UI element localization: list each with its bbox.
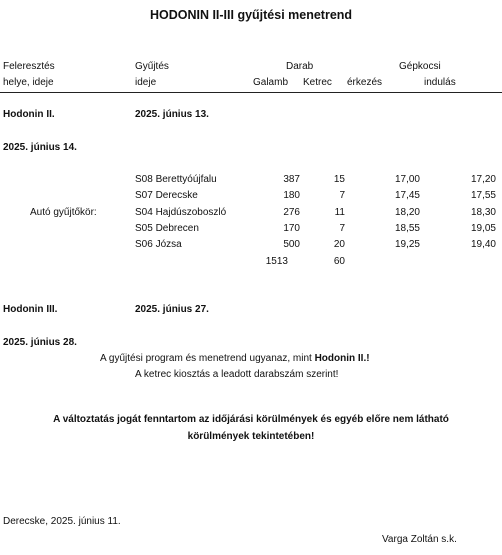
row-ketrec: 20 (333, 239, 345, 250)
row-ketrec: 7 (339, 223, 345, 234)
row-erkezes: 17,45 (394, 190, 420, 201)
disclaimer-line-1: A változtatás jogát fenntartom az időjárási körülmények és egyéb előre nem látható (53, 414, 449, 425)
row-ketrec: 7 (339, 190, 345, 201)
header-release-label-1: Feleresztés (3, 61, 55, 72)
row-galamb: 276 (283, 207, 300, 218)
section1-collect-date: 2025. június 13. (135, 109, 209, 120)
section1-place: Hodonin II. (3, 109, 55, 120)
footer-place-date: Derecske, 2025. június 11. (3, 516, 121, 527)
row-galamb: 170 (283, 223, 300, 234)
section1-release-date: 2025. június 14. (3, 142, 77, 153)
row-erkezes: 19,25 (394, 239, 420, 250)
row-station: S05 Debrecen (135, 223, 199, 234)
section1-group-label: Autó gyűjtőkör: (30, 207, 97, 218)
total-ketrec: 60 (333, 256, 345, 267)
section2-place: Hodonin III. (3, 304, 58, 315)
header-galamb: Galamb (253, 77, 289, 88)
header-collect-label-2: ideje (135, 77, 157, 88)
row-station: S04 Hajdúszoboszló (135, 207, 227, 218)
row-ketrec: 15 (333, 174, 345, 185)
row-indulas: 18,30 (470, 207, 496, 218)
row-indulas: 17,55 (470, 190, 496, 201)
footer-signature: Varga Zoltán s.k. (382, 534, 457, 545)
row-erkezes: 17,00 (394, 174, 420, 185)
header-gepkocsi: Gépkocsi (399, 61, 441, 72)
row-galamb: 500 (283, 239, 300, 250)
header-divider (0, 92, 502, 93)
section2-release-date: 2025. június 28. (3, 337, 77, 348)
row-station: S07 Derecske (135, 190, 198, 201)
row-erkezes: 18,55 (394, 223, 420, 234)
section2-collect-date: 2025. június 27. (135, 304, 209, 315)
total-galamb: 1513 (265, 256, 288, 267)
section2-note-1 (100, 353, 370, 365)
row-station: S06 Józsa (135, 239, 182, 250)
row-station: S08 Berettyóújfalu (135, 174, 217, 185)
section2-note-1-text: A gyűjtési program és menetrend ugyanaz, mint (100, 353, 315, 364)
row-ketrec: 11 (334, 207, 345, 218)
header-release-label-2: helye, ideje (3, 77, 54, 88)
row-indulas: 19,05 (470, 223, 496, 234)
row-erkezes: 18,20 (394, 207, 420, 218)
section2-note-1-bold: Hodonin II.! (314, 353, 370, 364)
header-erkezes: érkezés (347, 77, 383, 88)
header-ketrec: Ketrec (303, 77, 332, 88)
section2-note-2: A ketrec kiosztás a leadott darabszám szerint! (135, 369, 339, 380)
header-indulas: indulás (424, 77, 456, 88)
row-galamb: 387 (283, 174, 300, 185)
header-darab: Darab (286, 61, 314, 72)
row-indulas: 19,40 (470, 239, 496, 250)
header-collect-label-1: Gyűjtés (135, 61, 169, 72)
row-indulas: 17,20 (470, 174, 496, 185)
page-title: HODONIN II-III gyűjtési menetrend (149, 8, 353, 22)
row-galamb: 180 (283, 190, 300, 201)
disclaimer-line-2: körülmények tekintetében! (187, 431, 315, 442)
